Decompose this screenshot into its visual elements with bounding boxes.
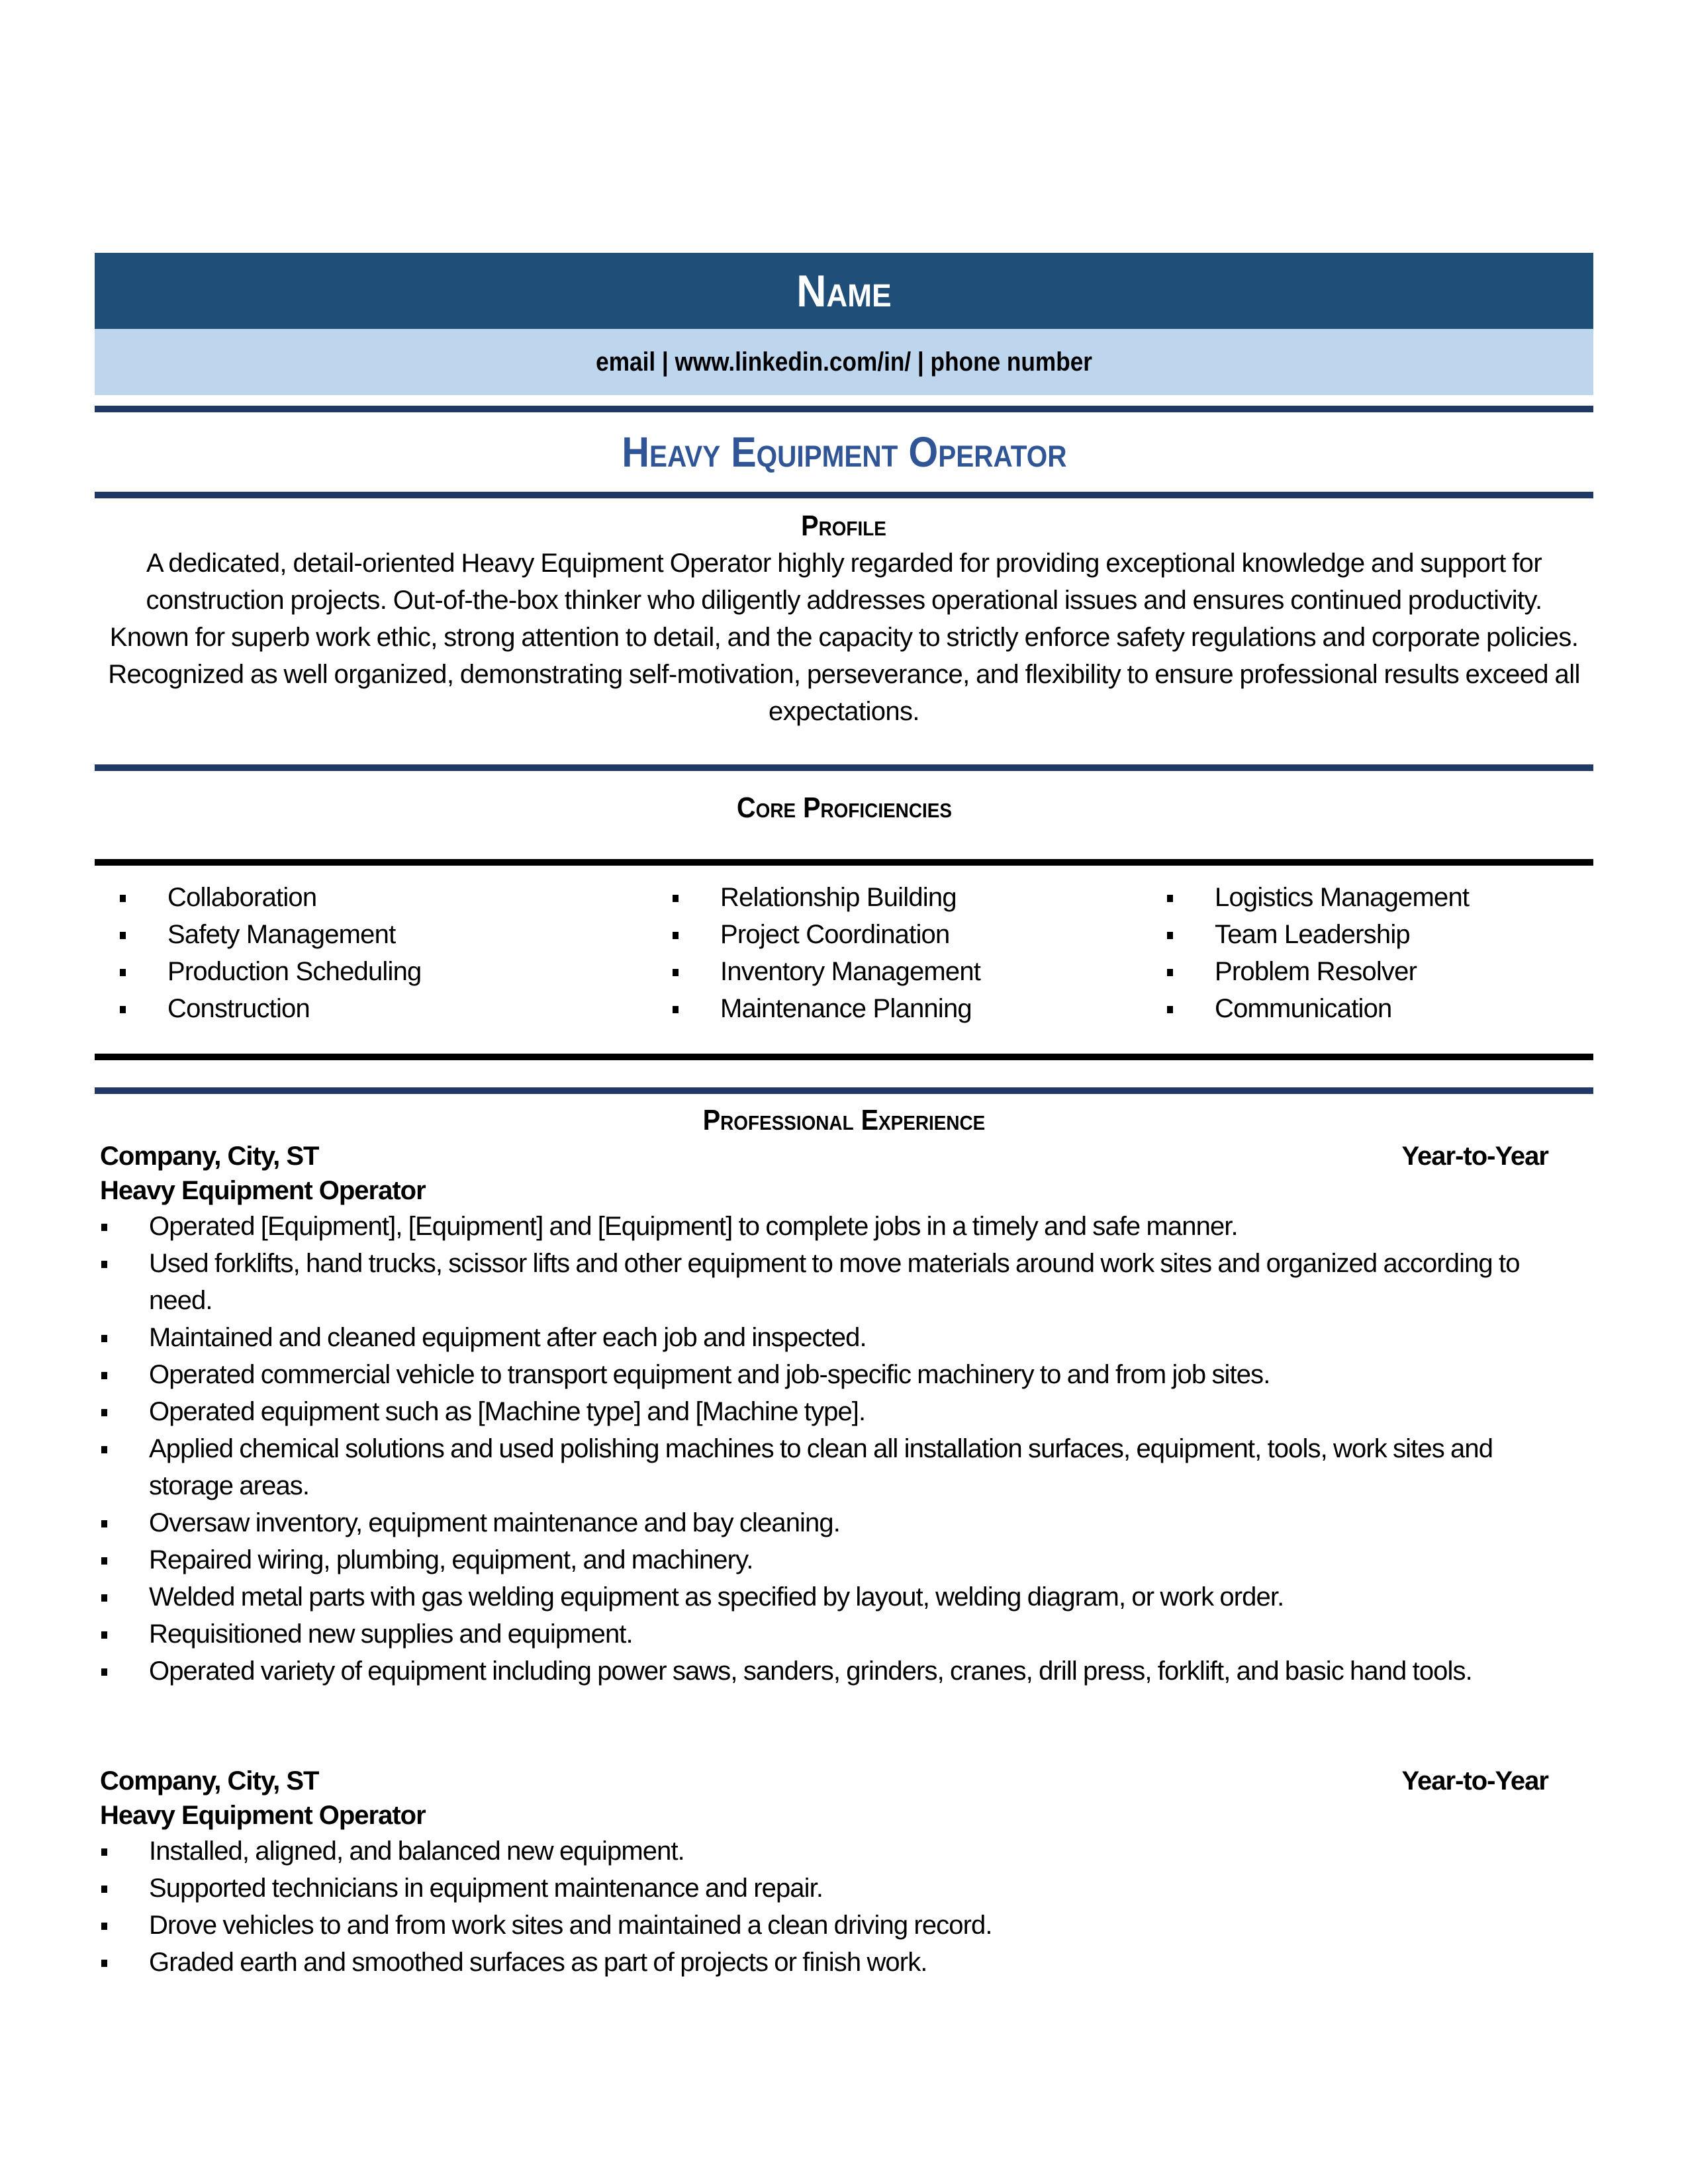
divider — [95, 1087, 1593, 1094]
square-bullet-icon — [101, 1886, 107, 1893]
square-bullet-icon — [101, 1923, 107, 1930]
job-bullet: Supported technicians in equipment maintenance and repair. — [95, 1870, 1593, 1907]
job-bullet: Installed, aligned, and balanced new equipment. — [95, 1833, 1593, 1870]
square-bullet-icon — [101, 1557, 107, 1565]
square-bullet-icon — [120, 895, 126, 902]
square-bullet-icon — [120, 932, 126, 939]
proficiency-item: Collaboration — [95, 879, 647, 916]
square-bullet-icon — [101, 1631, 107, 1639]
proficiency-item: Inventory Management — [647, 953, 1142, 990]
proficiency-item: Problem Resolver — [1142, 953, 1593, 990]
job-role: Heavy Equipment Operator — [100, 1801, 426, 1830]
candidate-name: Name — [796, 265, 892, 316]
square-bullet-icon — [1167, 932, 1173, 939]
square-bullet-icon — [673, 932, 679, 939]
proficiency-item: Safety Management — [95, 916, 647, 953]
square-bullet-icon — [120, 969, 126, 976]
job-bullets — [95, 1833, 1593, 1981]
job-entry-1 — [95, 1139, 1593, 1690]
contact-banner — [95, 329, 1593, 395]
job-title-row — [95, 412, 1593, 492]
proficiency-item: Logistics Management — [1142, 879, 1593, 916]
job-bullet: Operated variety of equipment including power saws, sanders, grinders, cranes, drill press, forklift, and basic hand tools. — [95, 1653, 1593, 1690]
proficiency-item: Team Leadership — [1142, 916, 1593, 953]
core-proficiencies-heading — [95, 790, 1593, 827]
job-bullet: Drove vehicles to and from work sites and maintained a clean driving record. — [95, 1907, 1593, 1944]
square-bullet-icon — [1167, 969, 1173, 976]
divider — [95, 859, 1593, 866]
square-bullet-icon — [1167, 895, 1173, 902]
square-bullet-icon — [101, 1224, 107, 1231]
square-bullet-icon — [101, 1409, 107, 1416]
square-bullet-icon — [101, 1335, 107, 1342]
contact-line: email | www.linkedin.com/in/ | phone number — [596, 347, 1092, 377]
square-bullet-icon — [120, 1006, 126, 1013]
job-bullet: Applied chemical solutions and used polishing machines to clean all installation surfaces, equipment, tools, work sites and storage areas. — [95, 1430, 1593, 1504]
proficiency-item: Relationship Building — [647, 879, 1142, 916]
square-bullet-icon — [1167, 1006, 1173, 1013]
job-bullet: Welded metal parts with gas welding equipment as specified by layout, welding diagram, or work order. — [95, 1578, 1593, 1615]
job-dates: Year-to-Year — [1401, 1766, 1548, 1796]
job-bullet: Graded earth and smoothed surfaces as part of projects or finish work. — [95, 1944, 1593, 1981]
company-location: Company, City, ST — [100, 1766, 319, 1796]
profile-heading-text: Profile — [801, 510, 887, 542]
square-bullet-icon — [101, 1520, 107, 1527]
profile-summary: A dedicated, detail-oriented Heavy Equipment Operator highly regarded for providing exceptional knowledge and support for construction projects. Out-of-the-box thinker who diligently addresses operational issues and ensures continued productivity. Known for superb work ethic, strong attention to detail, and the capacity to strictly enforce safety regulations and corporate policies. Recognized as well organized, demonstrating self-motivation, perseverance, and flexibility to ensure professional results exceed all expectations. — [108, 549, 1580, 726]
square-bullet-icon — [101, 1594, 107, 1602]
job-title: Heavy Equipment Operator — [621, 428, 1067, 476]
proficiencies-column-2 — [647, 879, 1142, 1027]
job-role: Heavy Equipment Operator — [100, 1176, 426, 1205]
job-header — [95, 1764, 1593, 1798]
square-bullet-icon — [673, 895, 679, 902]
divider — [95, 1054, 1593, 1060]
proficiency-item: Construction — [95, 990, 647, 1027]
company-location: Company, City, ST — [100, 1142, 319, 1171]
profile-heading — [95, 508, 1593, 545]
job-dates: Year-to-Year — [1401, 1142, 1548, 1171]
divider — [95, 492, 1593, 498]
name-banner — [95, 253, 1593, 329]
proficiencies-grid — [95, 866, 1593, 1054]
job-bullets — [95, 1208, 1593, 1690]
proficiencies-column-1 — [95, 879, 647, 1027]
divider — [95, 764, 1593, 771]
divider — [95, 406, 1593, 412]
job-bullet: Operated equipment such as [Machine type] and [Machine type]. — [95, 1393, 1593, 1430]
job-bullet: Maintained and cleaned equipment after each job and inspected. — [95, 1319, 1593, 1356]
proficiencies-column-3 — [1142, 879, 1593, 1027]
square-bullet-icon — [101, 1446, 107, 1453]
job-bullet: Oversaw inventory, equipment maintenance and bay cleaning. — [95, 1504, 1593, 1541]
job-bullet: Requisitioned new supplies and equipment. — [95, 1615, 1593, 1653]
job-bullet: Repaired wiring, plumbing, equipment, and machinery. — [95, 1541, 1593, 1578]
proficiency-item: Project Coordination — [647, 916, 1142, 953]
square-bullet-icon — [101, 1668, 107, 1676]
square-bullet-icon — [101, 1372, 107, 1379]
square-bullet-icon — [101, 1960, 107, 1967]
job-entry-2 — [95, 1764, 1593, 1981]
job-bullet: Operated [Equipment], [Equipment] and [Equipment] to complete jobs in a timely and safe manner. — [95, 1208, 1593, 1245]
proficiency-item: Maintenance Planning — [647, 990, 1142, 1027]
proficiency-item: Communication — [1142, 990, 1593, 1027]
proficiency-item: Production Scheduling — [95, 953, 647, 990]
job-header — [95, 1139, 1593, 1173]
square-bullet-icon — [101, 1261, 107, 1268]
core-proficiencies-heading-text: Core Proficiencies — [736, 792, 952, 824]
square-bullet-icon — [673, 969, 679, 976]
experience-heading — [95, 1102, 1593, 1139]
resume-page — [95, 253, 1593, 1981]
square-bullet-icon — [101, 1848, 107, 1856]
job-bullet: Operated commercial vehicle to transport equipment and job-specific machinery to and from job sites. — [95, 1356, 1593, 1393]
job-bullet: Used forklifts, hand trucks, scissor lifts and other equipment to move materials around work sites and organized according to need. — [95, 1245, 1593, 1319]
square-bullet-icon — [673, 1006, 679, 1013]
experience-heading-text: Professional Experience — [702, 1104, 986, 1136]
